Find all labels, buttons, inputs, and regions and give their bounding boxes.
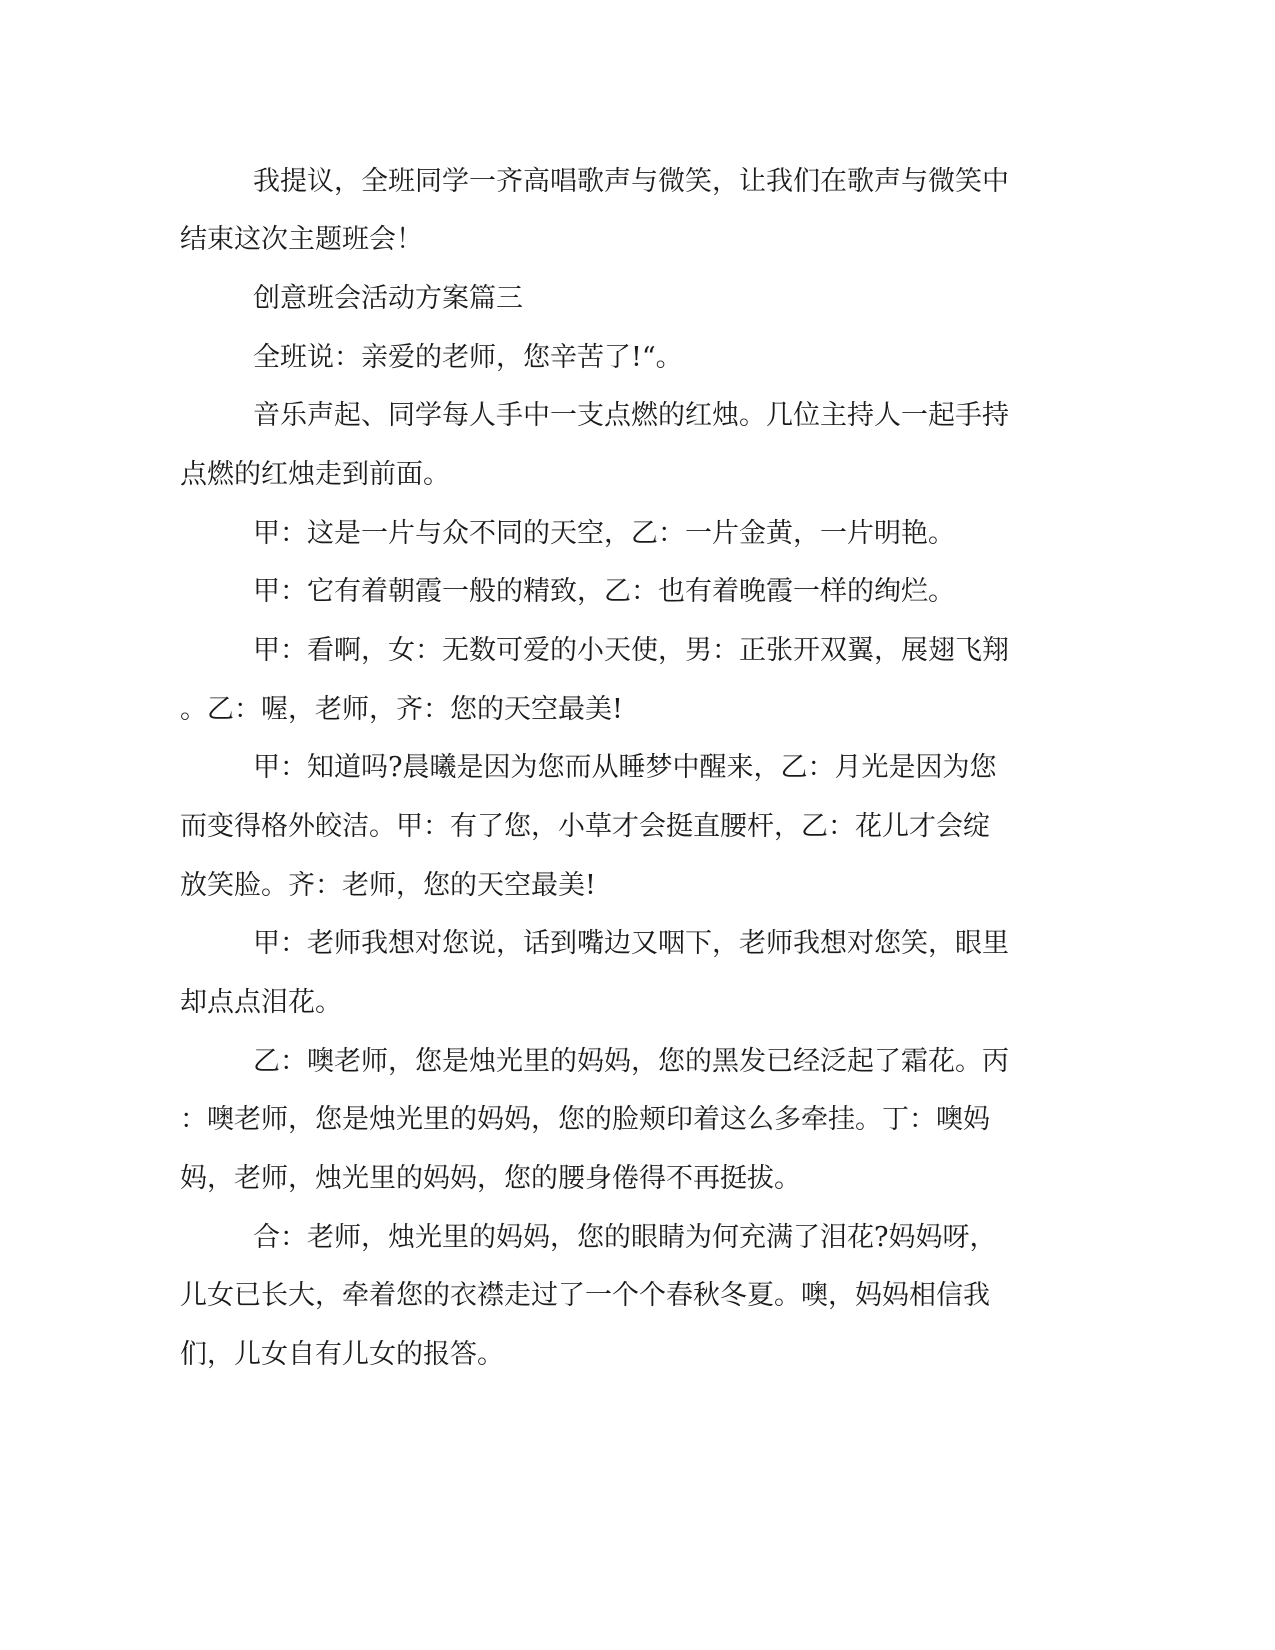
- paragraph-line: 乙：噢老师，您是烛光里的妈妈，您的黑发已经泛起了霜花。丙: [253, 1046, 1009, 1077]
- paragraph-line: 们，儿女自有儿女的报答。: [180, 1339, 504, 1370]
- paragraph-line: 我提议，全班同学一齐高唱歌声与微笑，让我们在歌声与微笑中: [253, 166, 1009, 197]
- paragraph-line: 。乙：喔，老师，齐：您的天空最美!: [180, 694, 623, 725]
- paragraph-line: 甲：老师我想对您说，话到嘴边又咽下，老师我想对您笑，眼里: [253, 928, 1009, 959]
- paragraph-line: 妈，老师，烛光里的妈妈，您的腰身倦得不再挺拔。: [180, 1163, 801, 1194]
- paragraph-line: ：噢老师，您是烛光里的妈妈，您的脸颊印着这么多牵挂。丁：噢妈: [180, 1104, 990, 1135]
- paragraph-line: 而变得格外皎洁。甲：有了您，小草才会挺直腰杆，乙：花儿才会绽: [180, 811, 990, 842]
- paragraph-line: 合：老师，烛光里的妈妈，您的眼睛为何充满了泪花?妈妈呀，: [253, 1222, 997, 1253]
- paragraph-line: 点燃的红烛走到前面。: [180, 459, 450, 490]
- paragraph-line: 放笑脸。齐：老师，您的天空最美!: [180, 870, 596, 901]
- paragraph-line: 全班说：亲爱的老师，您辛苦了!“。: [253, 342, 683, 373]
- paragraph-line: 甲：知道吗?晨曦是因为您而从睡梦中醒来，乙：月光是因为您: [253, 752, 997, 783]
- paragraph-line: 却点点泪花。: [180, 987, 342, 1018]
- paragraph-line: 儿女已长大，牵着您的衣襟走过了一个个春秋冬夏。噢，妈妈相信我: [180, 1280, 990, 1311]
- paragraph-line: 甲：它有着朝霞一般的精致，乙：也有着晚霞一样的绚烂。: [253, 576, 955, 607]
- paragraph-line: 音乐声起、同学每人手中一支点燃的红烛。几位主持人一起手持: [253, 400, 1009, 431]
- paragraph-line: 甲：这是一片与众不同的天空，乙：一片金黄，一片明艳。: [253, 518, 955, 549]
- section-heading: 创意班会活动方案篇三: [253, 283, 523, 314]
- paragraph-line: 结束这次主题班会！: [180, 224, 423, 255]
- paragraph-line: 甲：看啊，女：无数可爱的小天使，男：正张开双翼，展翅飞翔: [253, 635, 1009, 666]
